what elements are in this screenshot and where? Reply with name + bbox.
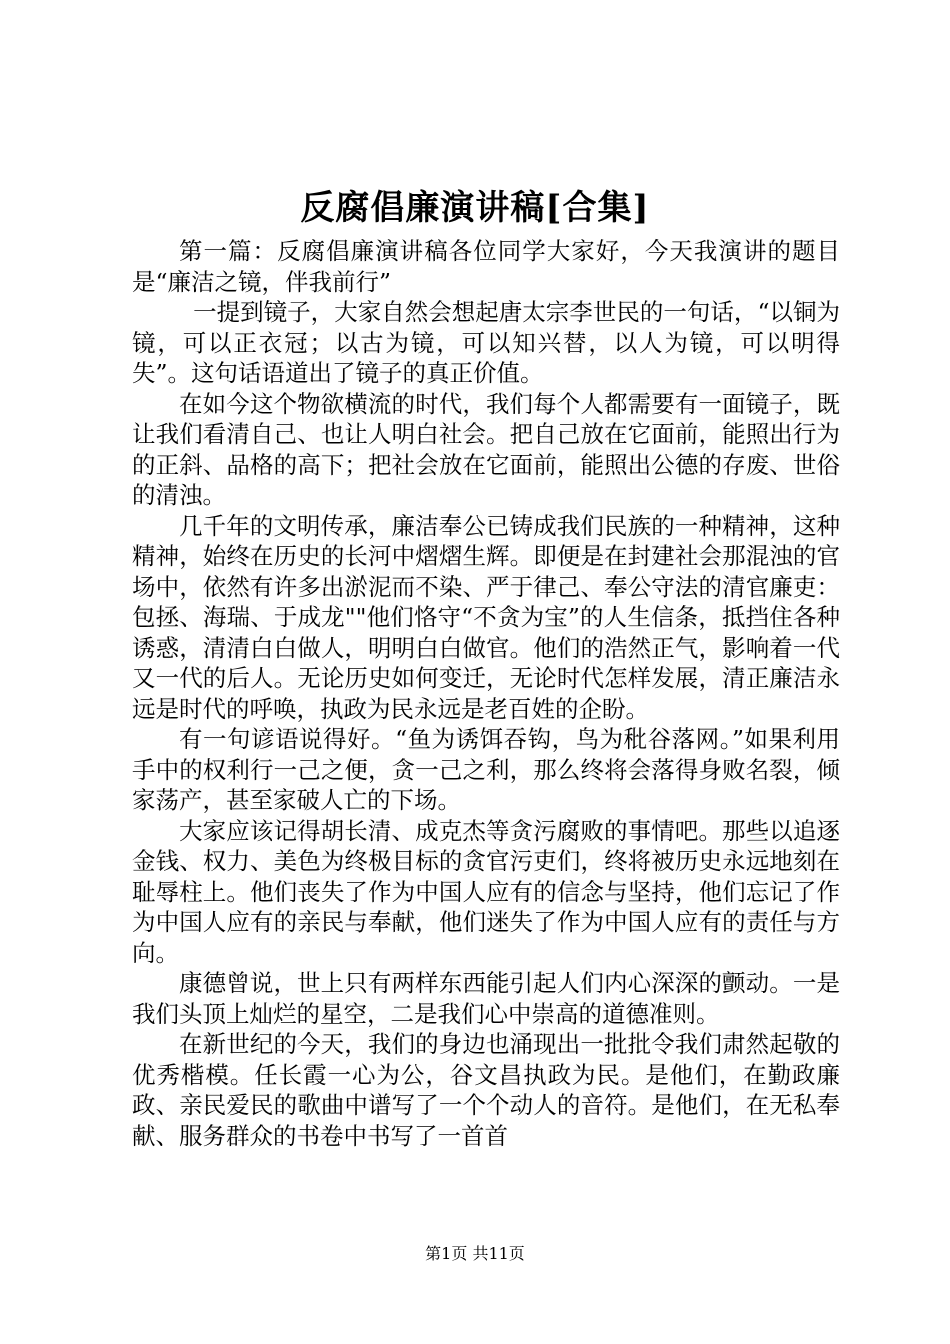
paragraph-4: 几千年的文明传承，廉洁奉公已铸成我们民族的一种精神，这种精神，始终在历史的长河中熠熠生辉。即便是在封建社会那混浊的官场中，依然有许多出淤泥而不染、严于律己、奉公守法的清官廉吏：包拯、海瑞、于成龙""他们恪守“不贪为宝”的人生信条，抵挡住各种诱惑，清清白白做人，明明白白做官。他们的浩然正气，影响着一代又一代的后人。无论历史如何变迁，无论时代怎样发展，清正廉洁永远是时代的呼唤，执政为民永远是老百姓的企盼。 [132, 511, 840, 723]
paragraph-5: 有一句谚语说得好。“鱼为诱饵吞钩，鸟为秕谷落网。”如果利用手中的权利行一己之便，贪一己之利，那么终将会落得身败名裂，倾家荡产，甚至家破人亡的下场。 [132, 725, 840, 814]
document-title: 反腐倡廉演讲稿[合集] [300, 188, 650, 228]
paragraph-3: 在如今这个物欲横流的时代，我们每个人都需要有一面镜子，既让我们看清自己、也让人明白社会。把自己放在它面前，能照出行为的正斜、品格的高下；把社会放在它面前，能照出公德的存废、世俗的清浊。 [132, 389, 840, 509]
paragraph-7: 康德曾说，世上只有两样东西能引起人们内心深深的颤动。一是我们头顶上灿烂的星空，二是我们心中崇高的道德准则。 [132, 969, 840, 1028]
paragraph-1: 第一篇：反腐倡廉演讲稿各位同学大家好，今天我演讲的题目是“廉洁之镜，伴我前行” [132, 237, 840, 296]
page-number-footer: 第1页 共11页 [425, 1244, 525, 1263]
document-body [132, 236, 840, 1151]
paragraph-8: 在新世纪的今天，我们的身边也涌现出一批批令我们肃然起敬的优秀楷模。任长霞一心为公，谷文昌执政为民。是他们，在勤政廉政、亲民爱民的歌曲中谱写了一个个动人的音符。是他们，在无私奉献、服务群众的书卷中书写了一首首 [132, 1030, 840, 1150]
paragraph-2: 一提到镜子，大家自然会想起唐太宗李世民的一句话，“以铜为镜，可以正衣冠；以古为镜，可以知兴替，以人为镜，可以明得失”。这句话语道出了镜子的真正价值。 [132, 298, 840, 387]
paragraph-6: 大家应该记得胡长清、成克杰等贪污腐败的事情吧。那些以追逐金钱、权力、美色为终极目标的贪官污吏们，终将被历史永远地刻在耻辱柱上。他们丧失了作为中国人应有的信念与坚持，他们忘记了作为中国人应有的亲民与奉献，他们迷失了作为中国人应有的责任与方向。 [132, 816, 840, 967]
